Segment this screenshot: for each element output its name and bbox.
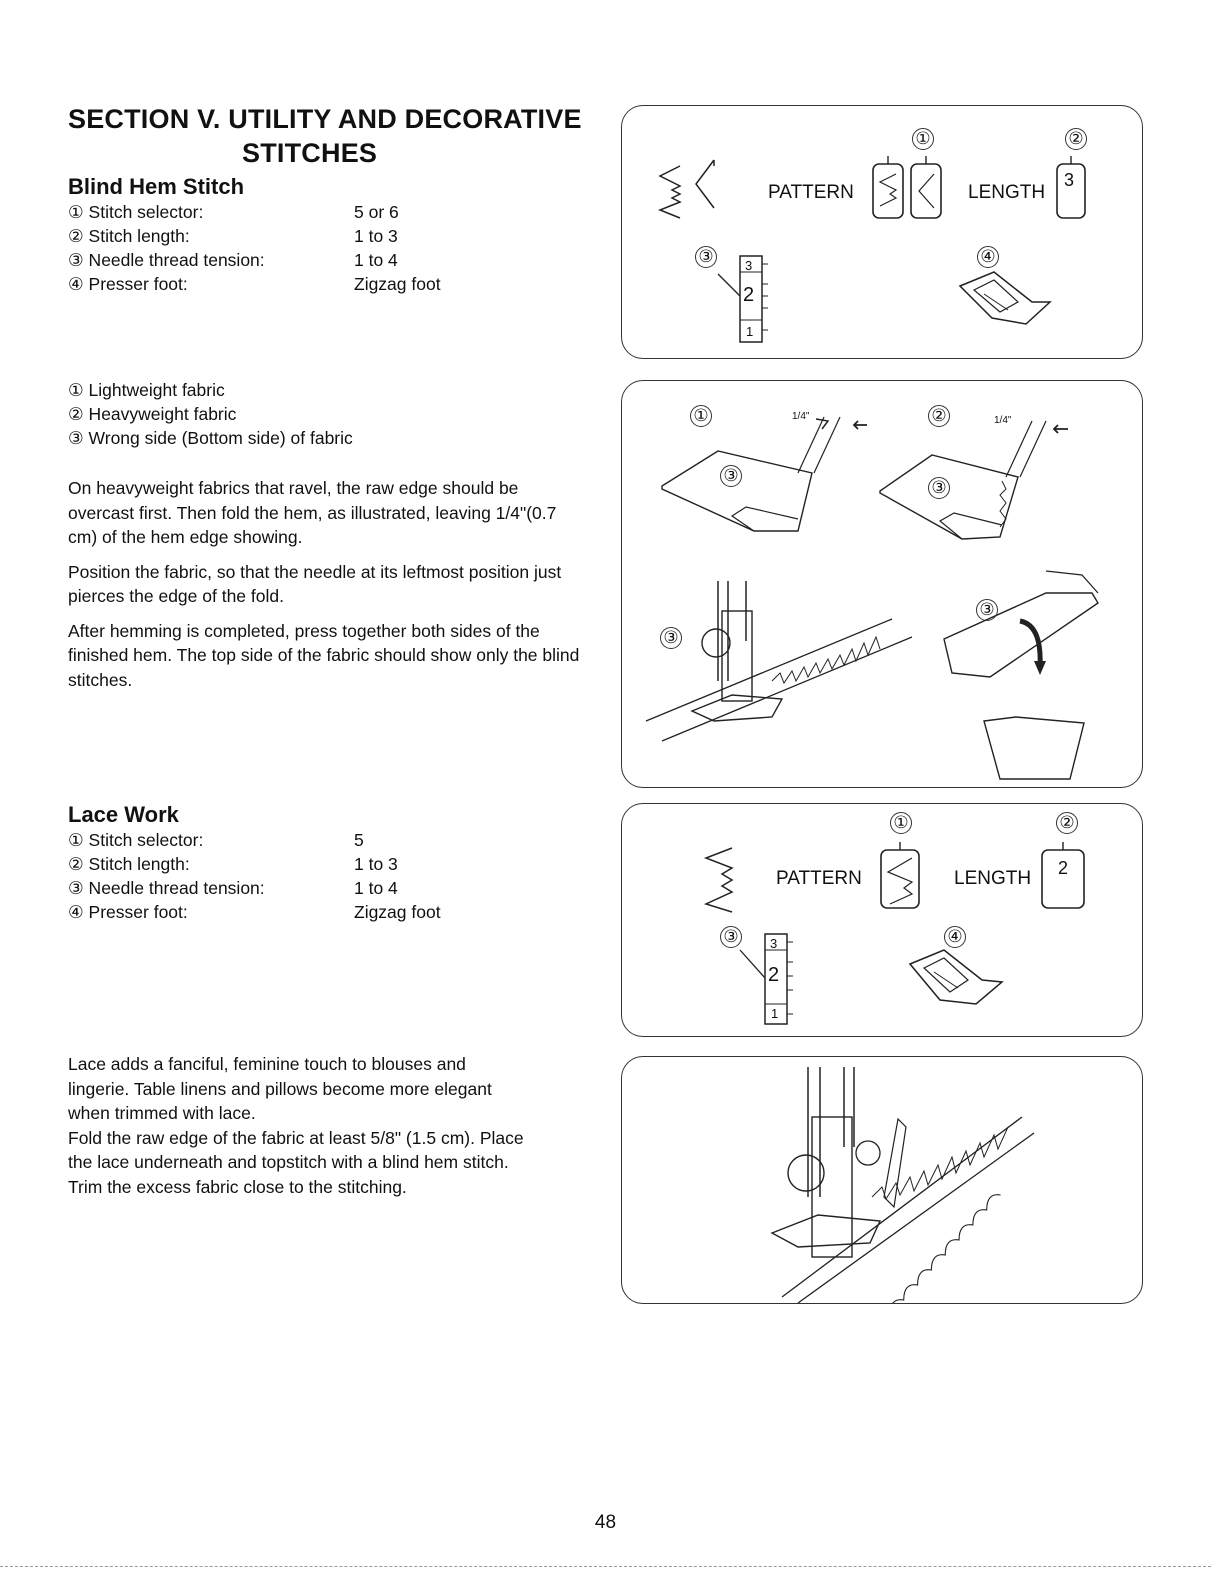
marker-2: ② (1065, 128, 1087, 150)
setting-value: 1 to 3 (354, 854, 398, 874)
lace-work-heading: Lace Work (68, 802, 179, 827)
length-value: 3 (1064, 170, 1075, 190)
dial-mark-1: 1 (771, 1006, 779, 1021)
blind-hem-settings-panel (621, 105, 1143, 359)
dial-mark-1: 1 (746, 324, 754, 339)
setting-value: Zigzag foot (354, 274, 441, 294)
marker-3: ③ (720, 465, 742, 487)
page-number: 48 (594, 1512, 617, 1533)
marker-1: ① (890, 812, 912, 834)
legend-item: ② Heavyweight fabric (68, 404, 237, 424)
marker-1: ① (690, 405, 712, 427)
pattern-label: PATTERN (768, 182, 854, 203)
lace-stitch-symbol-icon (622, 804, 1142, 1036)
setting-value: 5 or 6 (354, 202, 399, 222)
paragraph-line: Trim the excess fabric close to the stitching. (68, 1176, 407, 1197)
lace-settings-panel (621, 803, 1143, 1037)
paragraph-line: when trimmed with lace. (68, 1103, 256, 1123)
setting-value: 1 to 4 (354, 250, 398, 270)
setting-label: ① Stitch selector: (68, 830, 204, 850)
marker-3: ③ (928, 477, 950, 499)
dial-mark-2: 2 (768, 964, 780, 986)
marker-3: ③ (720, 926, 742, 948)
marker-2: ② (928, 405, 950, 427)
measure-label: 1/4" (792, 411, 810, 422)
marker-4: ④ (944, 926, 966, 948)
setting-value: 1 to 4 (354, 878, 398, 898)
marker-3: ③ (976, 599, 998, 621)
marker-2: ② (1056, 812, 1078, 834)
pattern-label: PATTERN (776, 868, 862, 889)
section-title: SECTION V. UTILITY AND DECORATIVE (68, 104, 582, 134)
length-label: LENGTH (968, 182, 1046, 203)
dial-mark-3: 3 (770, 936, 778, 951)
marker-3: ③ (695, 246, 717, 268)
hem-fold-illustration (622, 381, 1142, 787)
paragraph: Position the fabric, so that the needle at its leftmost position just pierces the edge of the fold. (68, 561, 562, 606)
marker-1: ① (912, 128, 934, 150)
setting-label: ④ Presser foot: (68, 902, 188, 922)
length-label: LENGTH (954, 868, 1032, 889)
stitch-symbols-icon (622, 106, 1142, 358)
lace-instructions (68, 1052, 608, 1199)
paragraph: After hemming is completed, press together both sides of the finished hem. The top side of the fabric should show only the blind stitches. (68, 620, 580, 690)
lace-sewing-illustration (622, 1057, 1142, 1303)
marker-3: ③ (660, 627, 682, 649)
setting-label: ③ Needle thread tension: (68, 878, 265, 898)
setting-value: 1 to 3 (354, 226, 398, 246)
page-edge-divider (0, 1566, 1211, 1567)
setting-label: ④ Presser foot: (68, 274, 188, 294)
legend-item: ③ Wrong side (Bottom side) of fabric (68, 428, 353, 448)
paragraph: On heavyweight fabrics that ravel, the raw edge should be overcast first. Then fold the hem, as illustrated, leaving 1/4"(0.7 cm) of the hem edge showing. (68, 478, 557, 547)
marker-4: ④ (977, 246, 999, 268)
lace-sewing-panel (621, 1056, 1143, 1304)
setting-label: ② Stitch length: (68, 226, 190, 246)
paragraph-line: lingerie. Table linens and pillows become more elegant (68, 1078, 492, 1099)
blind-hem-heading: Blind Hem Stitch (68, 174, 245, 199)
paragraph-line: the lace underneath and topstitch with a blind hem stitch. (68, 1152, 509, 1172)
dial-mark-2: 2 (743, 284, 755, 306)
setting-label: ① Stitch selector: (68, 202, 204, 222)
legend-item: ① Lightweight fabric (68, 380, 225, 400)
measure-label: 1/4" (994, 415, 1012, 426)
paragraph-line: Lace adds a fanciful, feminine touch to blouses and (68, 1054, 466, 1074)
setting-label: ② Stitch length: (68, 854, 190, 874)
setting-label: ③ Needle thread tension: (68, 250, 265, 270)
blind-hem-instructions (68, 476, 588, 692)
length-value: 2 (1058, 858, 1069, 878)
setting-value: 5 (354, 830, 364, 850)
fold-illustration-panel (621, 380, 1143, 788)
setting-value: Zigzag foot (354, 902, 441, 922)
paragraph-line: Fold the raw edge of the fabric at least 5/8" (1.5 cm). Place (68, 1127, 524, 1148)
dial-mark-3: 3 (745, 258, 753, 273)
section-title-line2: STITCHES (242, 138, 378, 168)
